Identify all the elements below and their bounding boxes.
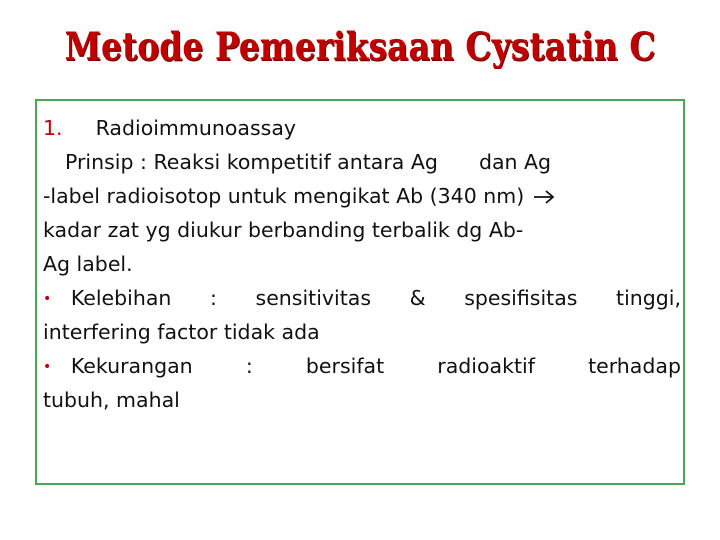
advantages-word-sensitivity: sensitivitas bbox=[255, 286, 372, 310]
advantages-bullet-and-label bbox=[43, 281, 171, 315]
disadvantages-word-radioaktif: radioaktif bbox=[437, 354, 535, 378]
content-text bbox=[43, 111, 681, 417]
slide-title: Metode Pemeriksaan Cystatin C bbox=[64, 24, 656, 69]
advantages-line-1 bbox=[43, 281, 681, 315]
principle-text-3: kadar zat yg diukur berbanding terbalik dg Ab- bbox=[43, 218, 524, 242]
disadvantages-bullet-and-label bbox=[43, 349, 193, 383]
disadvantages-line-1 bbox=[43, 349, 681, 383]
principle-text-a: Prinsip : Reaksi kompetitif antara Ag bbox=[65, 150, 438, 174]
principle-text-4: Ag label. bbox=[43, 252, 133, 276]
principle-text-b: dan Ag bbox=[478, 150, 552, 174]
principle-line-1 bbox=[43, 145, 681, 179]
bullet-icon: • bbox=[43, 291, 52, 307]
content-box bbox=[35, 99, 685, 485]
disadvantages-label: Kekurangan bbox=[70, 354, 193, 378]
principle-line-2 bbox=[43, 179, 681, 213]
disadvantages-word-terhadap: terhadap bbox=[588, 354, 681, 378]
list-number: 1. bbox=[43, 116, 63, 140]
principle-line-3 bbox=[43, 213, 681, 247]
advantages-text-2: interfering factor tidak ada bbox=[43, 320, 320, 344]
principle-text-2: -label radioisotop untuk mengikat Ab (340 nm) bbox=[43, 184, 525, 208]
disadvantages-colon: : bbox=[245, 354, 253, 378]
disadvantages-text-2: tubuh, mahal bbox=[43, 388, 180, 412]
disadvantages-word-bersifat: bersifat bbox=[305, 354, 385, 378]
list-item-heading bbox=[43, 111, 681, 145]
advantages-word-specificity: spesifisitas bbox=[464, 286, 578, 310]
disadvantages-line-2 bbox=[43, 383, 681, 417]
right-arrow-icon bbox=[533, 189, 555, 205]
method-name: Radioimmunoassay bbox=[95, 116, 297, 140]
advantages-ampersand: & bbox=[409, 286, 426, 310]
advantages-colon: : bbox=[210, 286, 217, 310]
advantages-label: Kelebihan bbox=[70, 286, 172, 310]
advantages-line-2 bbox=[43, 315, 681, 349]
advantages-word-high: tinggi, bbox=[616, 286, 681, 310]
bullet-icon: • bbox=[43, 359, 52, 375]
principle-line-4 bbox=[43, 247, 681, 281]
